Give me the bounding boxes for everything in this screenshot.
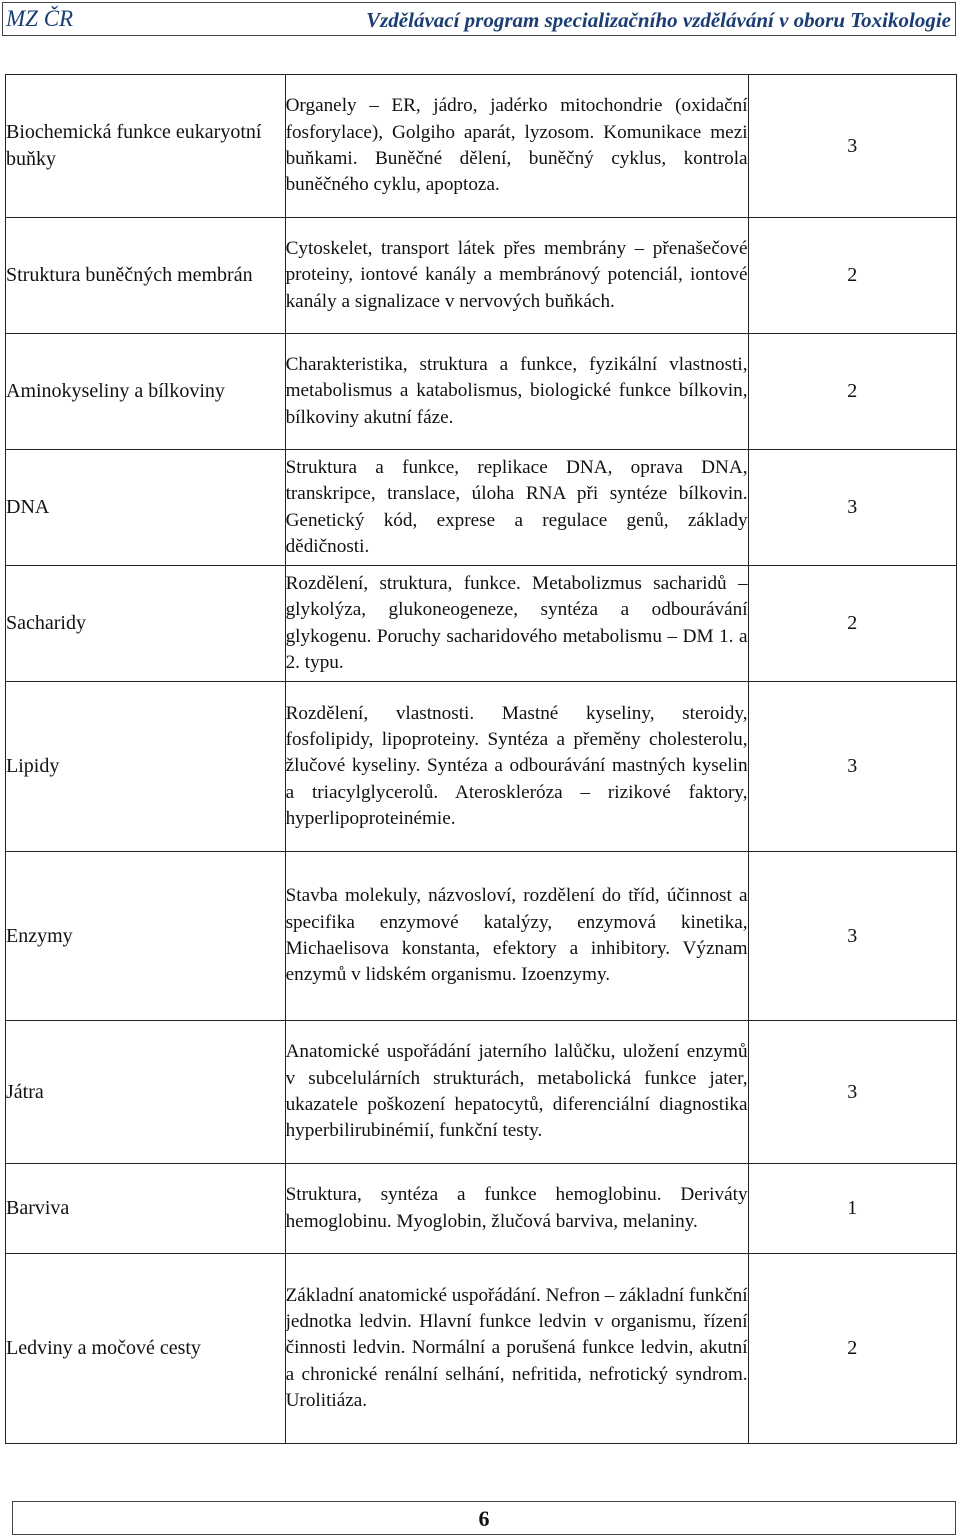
- topic-cell: Biochemická funkce eukaryotní buňky: [6, 75, 286, 218]
- topic-cell: Lipidy: [6, 682, 286, 852]
- topic-cell: Struktura buněčných membrán: [6, 218, 286, 334]
- header-left: MZ ČR: [6, 6, 74, 31]
- credit-cell: 3: [748, 1021, 956, 1164]
- description-cell: Anatomické uspořádání jaterního lalůčku, uložení enzymů v subcelulárních strukturách, metabolická funkce jater, ukazatele poškození hepatocytů, diferenciální diagnostika hyperbilirubinémií, funkční testy.: [285, 1021, 748, 1164]
- topic-cell: DNA: [6, 450, 286, 566]
- description-cell: Organely – ER, jádro, jadérko mitochondrie (oxidační fosforylace), Golgiho aparát, lyzosom. Komunikace mezi buňkami. Buněčné dělení, buněčný cyklus, kontrola buněčného cyklu, apoptoza.: [285, 75, 748, 218]
- description-cell: Charakteristika, struktura a funkce, fyzikální vlastnosti, metabolismus a katabolismus, biologické funkce bílkovin, bílkoviny akutní fáze.: [285, 334, 748, 450]
- table-row: [6, 566, 957, 682]
- table-row: [6, 1254, 957, 1444]
- table-row: [6, 1021, 957, 1164]
- curriculum-table: [5, 74, 957, 1444]
- topic-cell: Sacharidy: [6, 566, 286, 682]
- credit-cell: 2: [748, 566, 956, 682]
- description-cell: Struktura a funkce, replikace DNA, oprava DNA, transkripce, translace, úloha RNA při syntéze bílkovin. Genetický kód, exprese a regulace genů, základy dědičnosti.: [285, 450, 748, 566]
- table-row: [6, 682, 957, 852]
- description-cell: Rozdělení, vlastnosti. Mastné kyseliny, steroidy, fosfolipidy, lipoproteiny. Syntéza a přeměny cholesterolu, žlučové kyseliny. Syntéza a odbourávání mastných kyselin a triacylglycerolů. Ateroskleróza – rizikové faktory, hyperlipoproteinémie.: [285, 682, 748, 852]
- credit-cell: 2: [748, 334, 956, 450]
- table-row: [6, 852, 957, 1021]
- topic-cell: Enzymy: [6, 852, 286, 1021]
- description-cell: Rozdělení, struktura, funkce. Metabolizmus sacharidů – glykolýza, glukoneogeneze, syntéza a odbourávání glykogenu. Poruchy sacharidového metabolismu – DM 1. a 2. typu.: [285, 566, 748, 682]
- page-header: [2, 2, 956, 36]
- header-title: Vzdělávací program specializačního vzdělávání v oboru Toxikologie: [366, 8, 951, 32]
- page-footer: [12, 1501, 956, 1535]
- table-row: [6, 450, 957, 566]
- topic-cell: Aminokyseliny a bílkoviny: [6, 334, 286, 450]
- credit-cell: 3: [748, 852, 956, 1021]
- topic-cell: Ledviny a močové cesty: [6, 1254, 286, 1444]
- table-row: [6, 1164, 957, 1254]
- credit-cell: 3: [748, 75, 956, 218]
- topic-cell: Játra: [6, 1021, 286, 1164]
- description-cell: Stavba molekuly, názvosloví, rozdělení do tříd, účinnost a specifika enzymové katalýzy, enzymová kinetika, Michaelisova konstanta, efektory a inhibitory. Význam enzymů v lidském organismu. Izoenzymy.: [285, 852, 748, 1021]
- credit-cell: 3: [748, 450, 956, 566]
- credit-cell: 2: [748, 218, 956, 334]
- credit-cell: 3: [748, 682, 956, 852]
- description-cell: Základní anatomické uspořádání. Nefron – základní funkční jednotka ledvin. Hlavní funkce ledvin v organismu, řízení činnosti ledvin. Normální a porušená funkce ledvin, akutní a chronické renální selhání, nefritida, nefrotický syndrom. Urolitiáza.: [285, 1254, 748, 1444]
- credit-cell: 2: [748, 1254, 956, 1444]
- table-row: [6, 218, 957, 334]
- credit-cell: 1: [748, 1164, 956, 1254]
- description-cell: Cytoskelet, transport látek přes membrány – přenašečové proteiny, iontové kanály a membránový potenciál, iontové kanály a signalizace v nervových buňkách.: [285, 218, 748, 334]
- topic-cell: Barviva: [6, 1164, 286, 1254]
- page-number: 6: [478, 1506, 490, 1531]
- description-cell: Struktura, syntéza a funkce hemoglobinu. Deriváty hemoglobinu. Myoglobin, žlučová barviva, melaniny.: [285, 1164, 748, 1254]
- table-row: [6, 334, 957, 450]
- table-row: [6, 75, 957, 218]
